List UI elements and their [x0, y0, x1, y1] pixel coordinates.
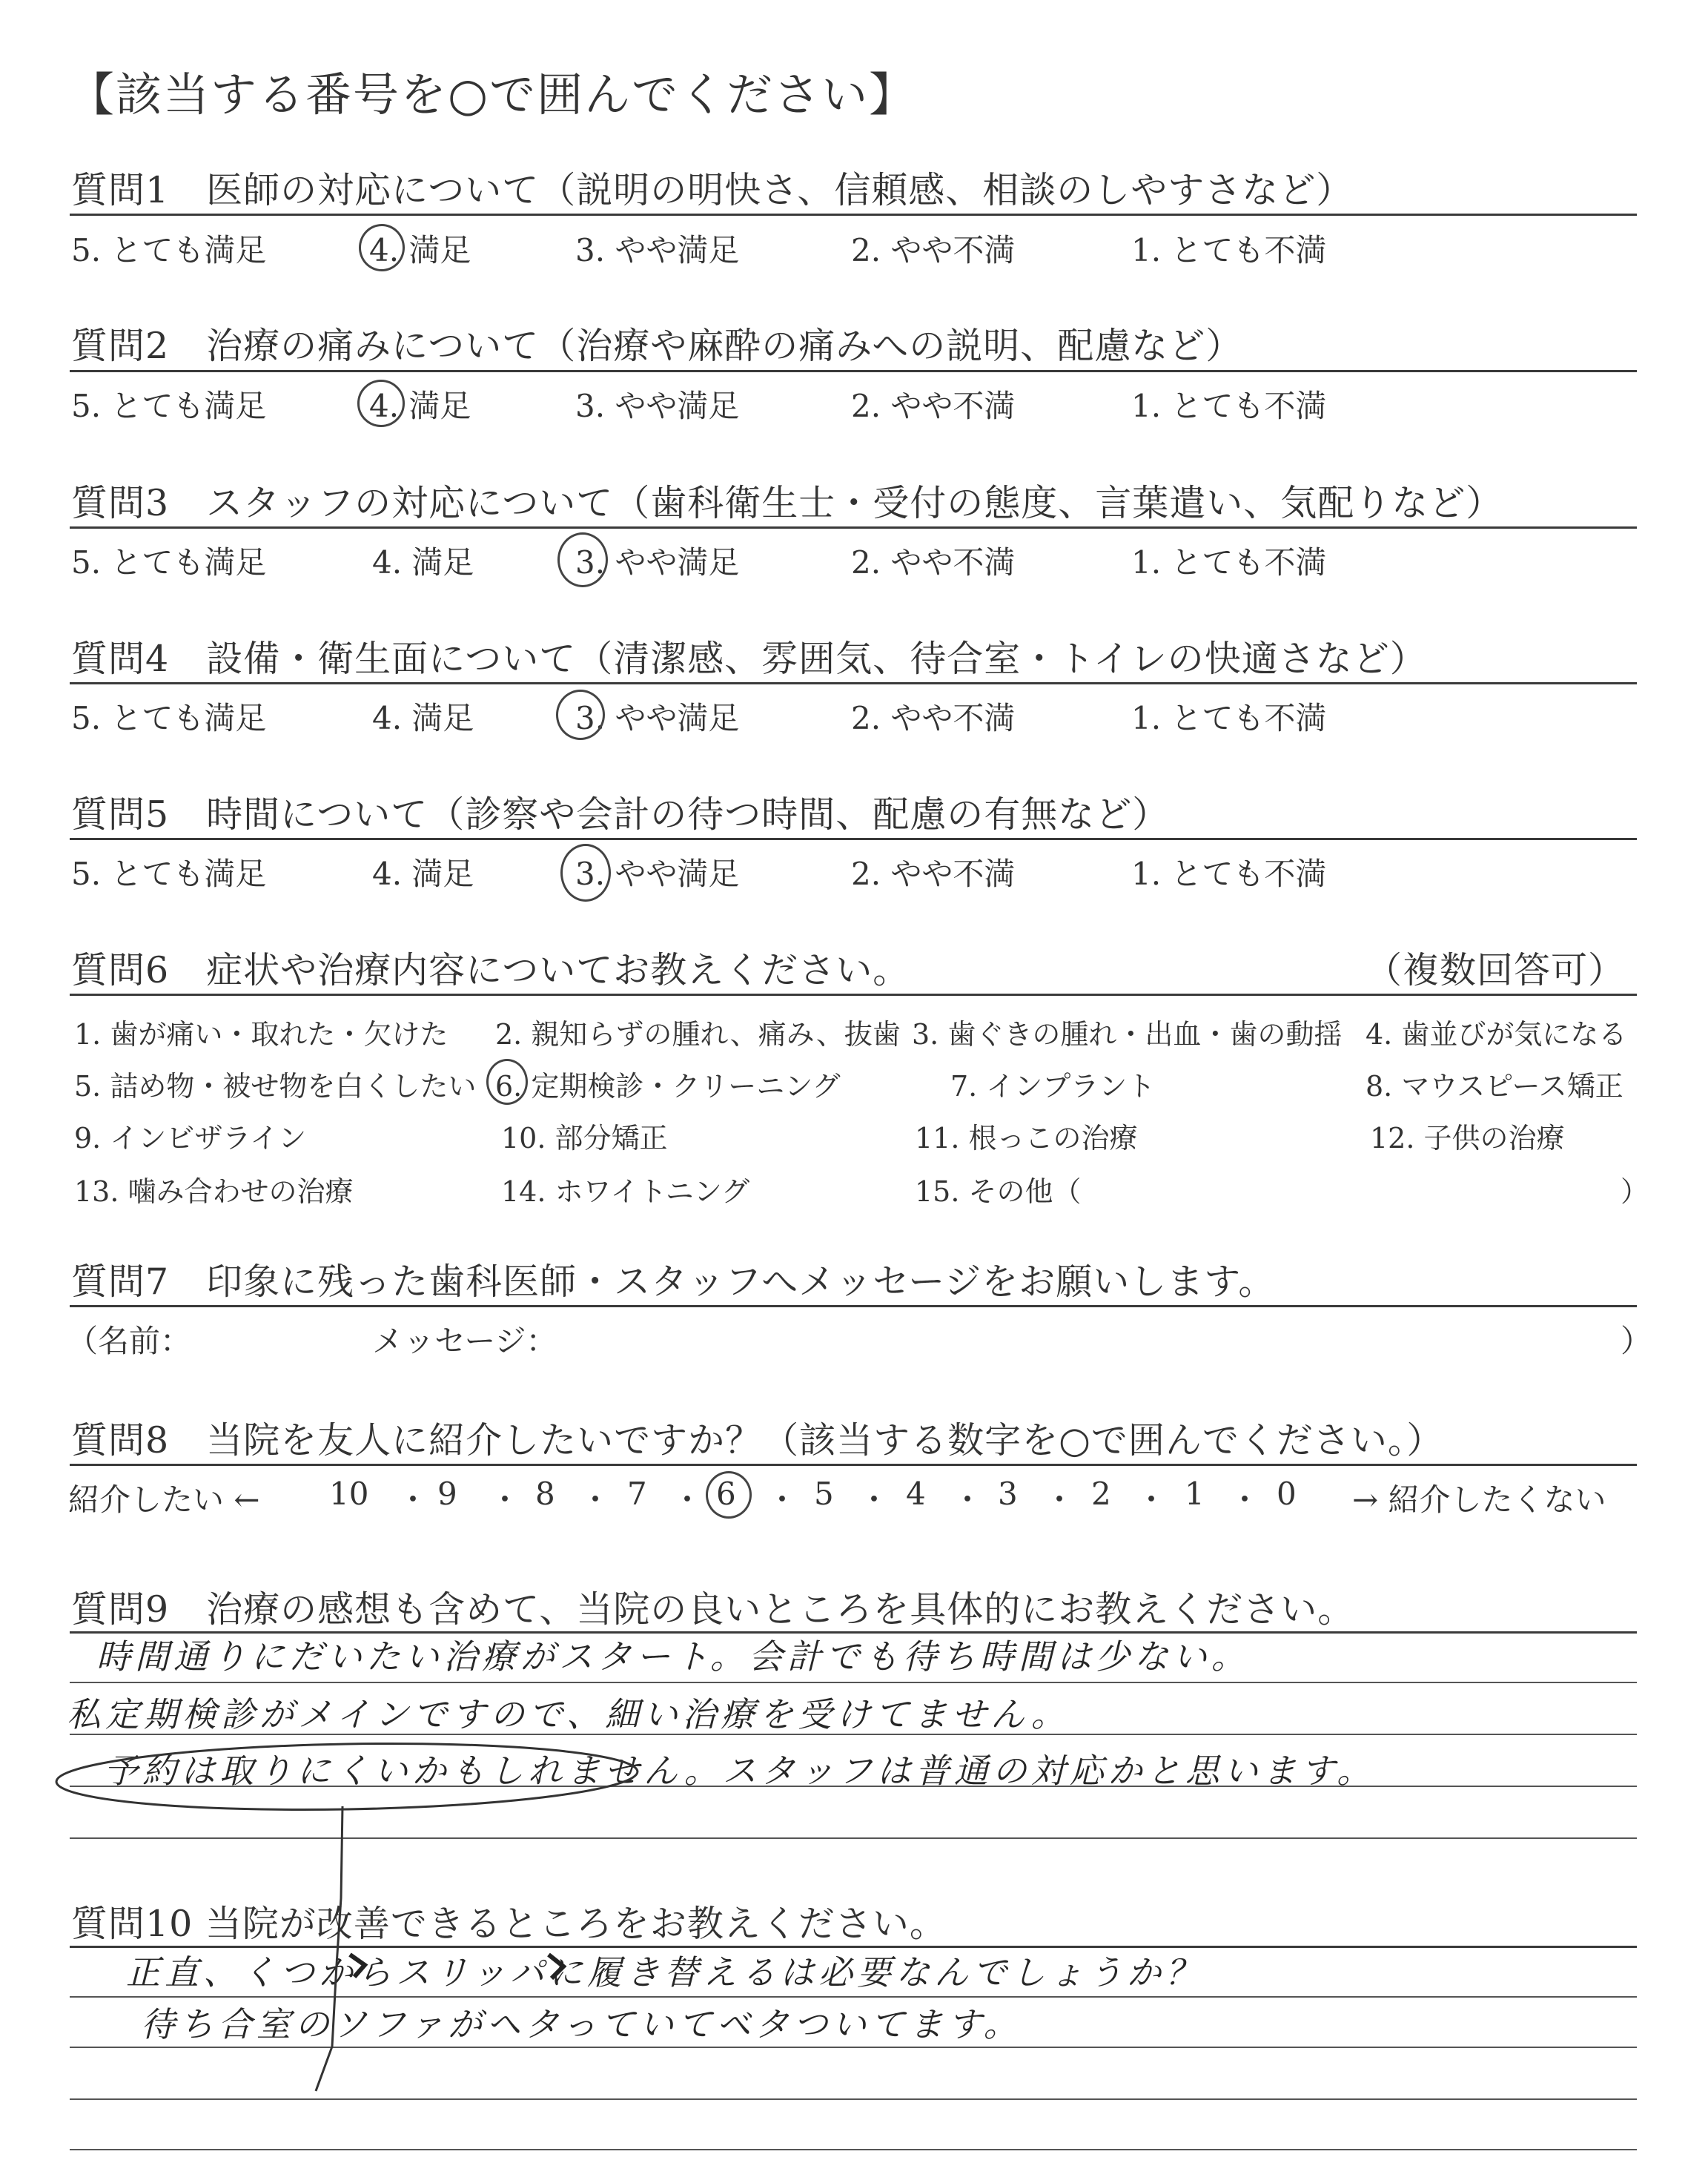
- q6-option-14[interactable]: 14. ホワイトニング: [501, 1175, 750, 1208]
- q1-option-5[interactable]: 5. とても満足: [71, 232, 267, 268]
- q6-option-11[interactable]: 11. 根っこの治療: [915, 1122, 1138, 1155]
- q8-scale-5[interactable]: 5: [814, 1476, 834, 1512]
- q3-option-1[interactable]: 1. とても不満: [1131, 544, 1327, 581]
- q8-scale-2[interactable]: 2: [1091, 1476, 1111, 1512]
- q6-option-7[interactable]: 7. インプラント: [950, 1070, 1156, 1103]
- question-4-rule: [70, 682, 1637, 684]
- question-2-rule: [70, 370, 1637, 372]
- q6-option-13[interactable]: 13. 噛み合わせの治療: [74, 1175, 354, 1208]
- q5-option-1[interactable]: 1. とても不満: [1131, 856, 1327, 892]
- question-7-title: 質問7 印象に残った歯科医師・スタッフへメッセージをお願いします。: [71, 1261, 1276, 1303]
- q8-scale-6[interactable]: 6: [716, 1476, 736, 1512]
- q1-option-1[interactable]: 1. とても不満: [1131, 232, 1327, 268]
- q8-dot: ・: [767, 1482, 798, 1518]
- q8-scale-1[interactable]: 1: [1185, 1476, 1205, 1512]
- q8-dot: ・: [489, 1482, 521, 1518]
- q10-answer-line: [70, 2098, 1637, 2100]
- q1-option-4[interactable]: 4. 満足: [369, 232, 471, 268]
- q2-option-1[interactable]: 1. とても不満: [1131, 388, 1327, 424]
- q2-option-2[interactable]: 2. やや不満: [851, 388, 1016, 424]
- q8-scale-3[interactable]: 3: [998, 1476, 1018, 1512]
- q5-option-2[interactable]: 2. やや不満: [851, 856, 1016, 892]
- q8-dot: ・: [952, 1482, 984, 1518]
- q6-option-9[interactable]: 9. インビザライン: [74, 1122, 307, 1155]
- q2-option-4[interactable]: 4. 満足: [369, 388, 471, 424]
- q3-option-4[interactable]: 4. 満足: [372, 544, 474, 581]
- q5-option-3[interactable]: 3. やや満足: [575, 856, 740, 892]
- q9-answer-line-2: 私定期検診がメインですので、細い治療を受けてません。: [67, 1694, 1070, 1734]
- q6-option-12[interactable]: 12. 子供の治療: [1370, 1122, 1565, 1155]
- question-2-title: 質問2 治療の痛みについて（治療や麻酔の痛みへの説明、配慮など）: [71, 325, 1243, 367]
- q8-scale-10[interactable]: 10: [329, 1476, 369, 1512]
- q2-option-3[interactable]: 3. やや満足: [575, 388, 740, 424]
- q8-dot: ・: [858, 1482, 890, 1518]
- q6-other-close: ）: [1621, 1175, 1649, 1208]
- question-1-rule: [70, 214, 1637, 216]
- q4-option-2[interactable]: 2. やや不満: [851, 700, 1016, 736]
- q1-option-2[interactable]: 2. やや不満: [851, 232, 1016, 268]
- q3-option-3[interactable]: 3. やや満足: [575, 544, 740, 581]
- q6-option-3[interactable]: 3. 歯ぐきの腫れ・出血・歯の動揺: [912, 1018, 1343, 1051]
- q6-option-8[interactable]: 8. マウスピース矯正: [1366, 1070, 1623, 1103]
- question-6-title: 質問6 症状や治療内容についてお教えください。: [71, 949, 910, 991]
- question-6-note: （複数回答可）: [1366, 949, 1626, 991]
- q8-dot: ・: [580, 1482, 612, 1518]
- q9-answer-line-3: 予約は取りにくいかもしれません。スタッフは普通の対応かと思います。: [104, 1751, 1376, 1791]
- q4-option-4[interactable]: 4. 満足: [372, 700, 474, 736]
- q6-option-4[interactable]: 4. 歯並びが気になる: [1366, 1018, 1627, 1051]
- q3-option-5[interactable]: 5. とても満足: [71, 544, 267, 581]
- q8-scale-7[interactable]: 7: [627, 1476, 647, 1512]
- q5-option-5[interactable]: 5. とても満足: [71, 856, 267, 892]
- q6-option-15[interactable]: 15. その他（: [915, 1175, 1082, 1208]
- question-4-title: 質問4 設備・衛生面について（清潔感、雰囲気、待合室・トイレの快適さなど）: [71, 638, 1427, 680]
- q8-scale-9[interactable]: 9: [437, 1476, 457, 1512]
- q7-name-label[interactable]: （名前：: [67, 1323, 192, 1359]
- q3-option-2[interactable]: 2. やや不満: [851, 544, 1016, 581]
- question-8-rule: [70, 1464, 1637, 1466]
- q7-message-label[interactable]: メッセージ：: [372, 1323, 557, 1359]
- q5-option-4[interactable]: 4. 満足: [372, 856, 474, 892]
- q8-dot: ・: [1229, 1482, 1261, 1518]
- question-3-title: 質問3 スタッフの対応について（歯科衛生士・受付の態度、言葉遣い、気配りなど）: [71, 482, 1503, 524]
- q9-answer-line: [70, 1682, 1637, 1683]
- question-7-rule: [70, 1305, 1637, 1307]
- q8-scale-8[interactable]: 8: [535, 1476, 555, 1512]
- q9-answer-line-1: 時間通りにだいたい治療がスタート。会計でも待ち時間は少ない。: [96, 1636, 1250, 1677]
- q10-answer-line: [70, 2149, 1637, 2150]
- question-3-rule: [70, 526, 1637, 529]
- q10-answer-line-1: 正直、くつからスリッパに履き替えるは必要なんでしょうか？: [126, 1952, 1205, 1992]
- q9-answer-line: [70, 1837, 1637, 1839]
- question-1-title: 質問1 医師の対応について（説明の明快さ、信頼感、相談のしやすさなど）: [71, 169, 1354, 211]
- q8-left-label: 紹介したい ←: [68, 1482, 260, 1518]
- q8-right-label: → 紹介したくない: [1352, 1482, 1606, 1518]
- q4-option-5[interactable]: 5. とても満足: [71, 700, 267, 736]
- question-10-title: 質問10 当院が改善できるところをお教えください。: [71, 1903, 947, 1945]
- question-9-title: 質問9 治療の感想も含めて、当院の良いところを具体的にお教えください。: [71, 1588, 1355, 1631]
- q8-scale-0[interactable]: 0: [1277, 1476, 1297, 1512]
- q8-dot: ・: [672, 1482, 704, 1518]
- q1-option-3[interactable]: 3. やや満足: [575, 232, 740, 268]
- q4-option-1[interactable]: 1. とても不満: [1131, 700, 1327, 736]
- q6-option-1[interactable]: 1. 歯が痛い・取れた・欠けた: [74, 1018, 448, 1051]
- q6-option-2[interactable]: 2. 親知らずの腫れ、痛み、抜歯: [495, 1018, 901, 1051]
- q2-option-5[interactable]: 5. とても満足: [71, 388, 267, 424]
- q6-option-5[interactable]: 5. 詰め物・被せ物を白くしたい: [74, 1070, 477, 1103]
- form-heading: 【該当する番号を○で囲んでください】: [68, 67, 917, 122]
- question-5-rule: [70, 838, 1637, 840]
- question-8-title: 質問8 当院を友人に紹介したいですか？（該当する数字を○で囲んでください。）: [71, 1419, 1444, 1462]
- q10-answer-line: [70, 2047, 1637, 2048]
- q6-option-6[interactable]: 6. 定期検診・クリーニング: [495, 1070, 841, 1103]
- q8-dot: ・: [1044, 1482, 1076, 1518]
- q7-close: ）: [1621, 1323, 1652, 1359]
- q4-option-3[interactable]: 3. やや満足: [575, 700, 740, 736]
- question-6-rule: [70, 994, 1637, 996]
- q8-dot: ・: [1136, 1482, 1168, 1518]
- q10-answer-line-2: 待ち合室のソファがヘタっていてベタついてます。: [141, 2004, 1022, 2044]
- question-5-title: 質問5 時間について（診察や会計の待つ時間、配慮の有無など）: [71, 793, 1170, 836]
- q8-dot: ・: [397, 1482, 429, 1518]
- q6-option-10[interactable]: 10. 部分矯正: [501, 1122, 668, 1155]
- q8-scale-4[interactable]: 4: [906, 1476, 926, 1512]
